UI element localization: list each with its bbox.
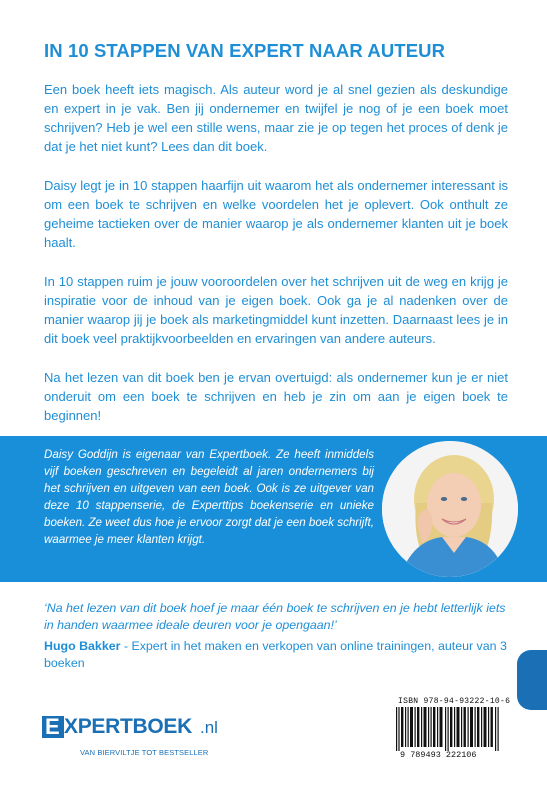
author-bio: Daisy Goddijn is eigenaar van Expertboek. Ze heeft inmiddels vijf boeken geschreven en begeleidt al jaren ondernemers bij het schrijven en uitgeven van een boek. Ook is ze uitgever van deze 10 stappenserie, de Experttips boekenserie en unieke boeken. Ze weet dus hoe je ervoor zorgt dat je een boek schrijft, waarmee je meer klanten krijgt.	[44, 448, 374, 546]
paragraph: Een boek heeft iets magisch. Als auteur word je al snel gezien als deskundige en expert in je vak. Ben jij ondernemer en twijfel je nog of je een boek moet schrijven? Heb je wel een stille wens, maar zie je op tegen het proces of denk je dat je het niet kunt? Lees dan dit boek.	[44, 82, 508, 154]
testimonial-quote: ‘Na het lezen van dit boek hoef je maar één boek te schrijven en je hebt letterlijk iets in handen waarmee ideale deuren voor je opengaan!’	[44, 601, 506, 632]
logo-suffix: .nl	[200, 718, 218, 737]
testimonial-author-name: Hugo Bakker	[44, 639, 121, 653]
intro-text	[44, 80, 508, 445]
cover-title: IN 10 STAPPEN VAN EXPERT NAAR AUTEUR	[44, 40, 446, 61]
paragraph: Na het lezen van dit boek ben je ervan overtuigd: als ondernemer kun je er niet onderuit om een boek te schrijven en heb je zin om aan je eigen boek te beginnen!	[44, 370, 508, 423]
logo-initial: E	[45, 714, 60, 739]
testimonial-author	[44, 638, 514, 672]
paragraph: In 10 stappen ruim je jouw vooroordelen over het schrijven uit de weg en krijg je inspiratie voor de inhoud van je eigen boek. Ook ga je al nadenken over de manier waarop jij je boek als marketingmiddel kunt inzetten. Daarnaast lees je in dit boek veel praktijkvoorbeelden en ervaringen van andere auteurs.	[44, 274, 508, 346]
paragraph: Daisy legt je in 10 stappen haarfijn uit waarom het als ondernemer interessant is om een boek te schrijven en welke voordelen het je oplevert. Ook onthult ze geheime tactieken over de manier waarop je als ondernemer klanten uit je boek haalt.	[44, 178, 508, 250]
logo-tagline: VAN BIERVILTJE TOT BESTSELLER	[80, 748, 209, 757]
barcode-icon	[396, 707, 500, 751]
isbn-label: ISBN 978-94-93222-10-6	[398, 697, 511, 706]
testimonial-author-description: - Expert in het maken en verkopen van online trainingen, auteur van 3 boeken	[44, 639, 507, 670]
author-photo	[382, 441, 518, 577]
author-photo-icon	[382, 441, 518, 577]
side-tab	[517, 650, 547, 710]
isbn-digits: 9 789493 222106	[400, 750, 477, 760]
logo-wordmark: XPERTBOEK	[64, 715, 192, 738]
